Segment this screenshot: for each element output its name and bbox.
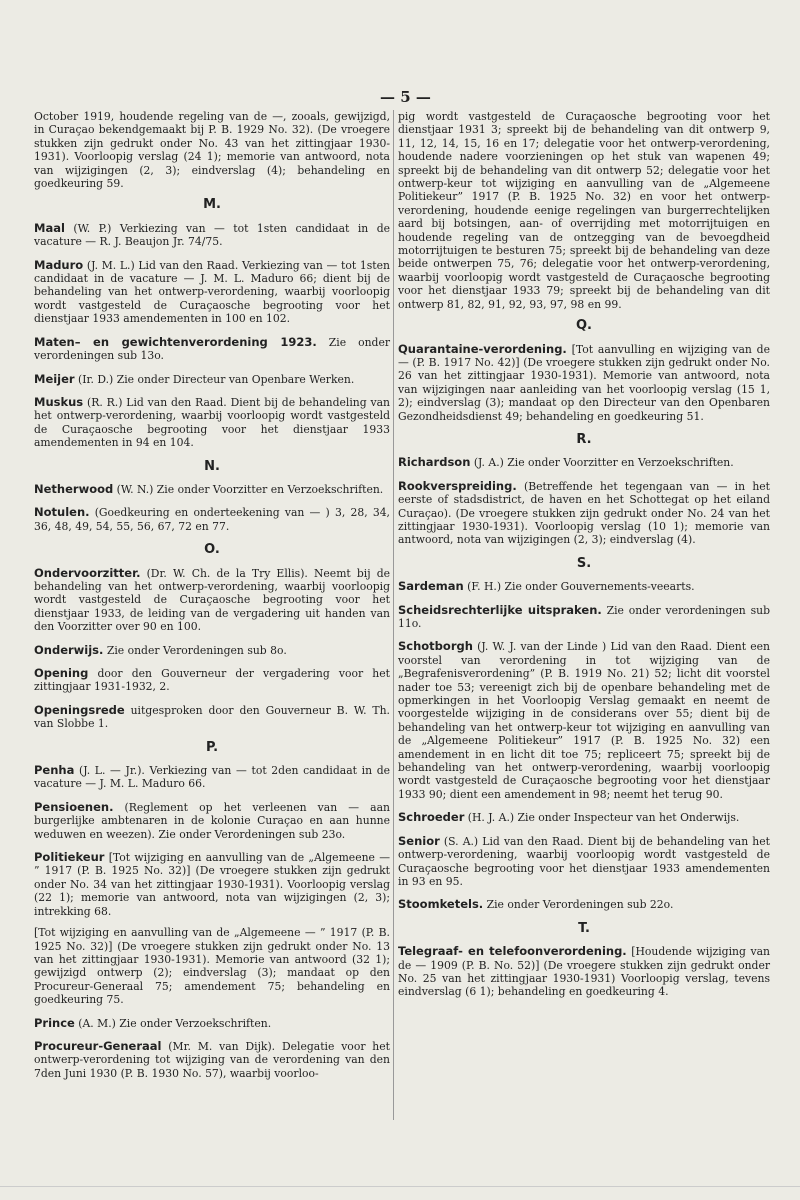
entry-stoomketels: Stoomketels. Zie onder Verordeningen sub 22o.: [398, 897, 674, 912]
entry-heading: Maal: [34, 220, 65, 235]
section-letter-s: S.: [576, 555, 592, 571]
entry-opening: Opening door den Gouverneur der vergadering voor het zittingjaar 1931-1932, 2.: [34, 666, 390, 694]
entry-richardson: Richardson (J. A.) Zie onder Voorzitter en Verzoekschriften.: [398, 455, 734, 470]
entry-sardeman: Sardeman (F. H.) Zie onder Gouvernements-veearts.: [398, 579, 695, 594]
entry-maal: Maal (W. P.) Verkiezing van — tot 1sten candidaat in de vacature — R. J. Beaujon Jr. 74/75.: [34, 220, 390, 249]
entry-penha: Penha (J. L. — Jr.). Verkiezing van — tot 2den candidaat in de vacature — J. M. L. Maduro 66.: [34, 763, 390, 791]
entry-heading: Netherwood: [34, 481, 114, 496]
entry-heading: Senior: [398, 833, 440, 848]
entry-netherwood: Netherwood (W. N.) Zie onder Voorzitter en Verzoekschriften.: [34, 481, 384, 496]
entry-scheidsrechterlijke: Scheidsrechterlijke uitspraken. Zie onder verordeningen sub 11o.: [398, 602, 770, 630]
entry-meijer: Meijer (Ir. D.) Zie onder Directeur van Openbare Werken.: [34, 371, 355, 386]
entry-telegraaf: Telegraaf- en telefoonverordening. [Houdende wijziging van de — 1909 (P. B. No. 52)] (De vroegere stukken zijn gedrukt onder No. 25 van het zittingjaar 1930-1931) Voorloopig verslag, tevens eindverslag (6 1); behandeling en goedkeuring 4.: [398, 944, 770, 999]
section-letter-q: Q.: [576, 318, 592, 334]
entry-schroeder: Schroeder (H. J. A.) Zie onder Inspecteur van het Onderwijs.: [398, 810, 740, 825]
entry-heading: Onderwijs.: [34, 642, 104, 657]
entry-procureur: Procureur-Generaal (Mr. M. van Dijk). Delegatie voor het ontwerp-verordening tot wijziging van de verordening van den 7den Juni 1930 (P. B. 1930 No. 57), waarbij voorloo-: [34, 1038, 390, 1080]
entry-maten: Maten– en gewichtenverordening 1923. Zie onder verordeningen sub 13o.: [34, 334, 391, 363]
entry-muskus: Muskus (R. R.) Lid van den Raad. Dient bij de behandeling van het ontwerp-verordening, waarbij voorloopig wordt vastgesteld de Curaçaosche begrooting voor het dienstjaar 1933 amendementen in 94 en 104.: [34, 394, 390, 450]
entry-maduro: Maduro (J. M. L.) Lid van den Raad. Verkiezing van — tot 1sten candidaat in de vacature — J. M. L. Maduro 66; dient bij de behandeling van het ontwerp-verordening, waarbij voorloopig wordt vastgesteld de Curaçaosche begrooting voor het dienstjaar 1933 amendementen in 100 en 102.: [34, 257, 390, 326]
left-column: [34, 110, 390, 1090]
entry-quarantaine: Quarantaine-verordening. [Tot aanvulling en wijziging van de — (P. B. 1917 No. 42)] (De vroegere stukken zijn gedrukt onder No. 26 van het zittingjaar 1930-1931). Memorie van antwoord, nota van wijzigingen naar aanleiding van het voorloopig verslag (15 1, 2); eindverslag (3); mandaat op den Directeur van den Openbaren Gezondheidsdienst 49; behandeling en goedkeuring 51.: [398, 341, 770, 423]
entry-politiekeur-2: [Tot wijziging en aanvulling van de „Algemeene — ” 1917 (P. B. 1925 No. 32)] (De vroegere stukken zijn gedrukt onder No. 13 van het zittingjaar 1930-1931). Memorie van antwoord (32 1); gewijzigd ontwerp (2); eindverslag (3); mandaat op den Procureur-Generaal 75; amendement 75; behandeling en goedkeuring 75.: [34, 926, 390, 1007]
entry-heading: Scheidsrechterlijke uitspraken.: [398, 602, 602, 617]
entry-heading: Notulen.: [34, 505, 90, 520]
column-divider: [393, 110, 394, 1120]
entry-schotborgh: Schotborgh (J. W. J. van der Linde ) Lid van den Raad. Dient een voorstel van verordening in tot wijziging van de „Begrafenisverordening” (P. B. 1919 No. 21) 52; licht dit voorstel nader toe 53; vereenigt zich bij de openbare behandeling met de opmerkingen in het Voorloopig Verslag gemaakt en neemt de voorgestelde wijziging in de considerans over 55; dient bij de behandeling van het ontwerp-keur tot wijziging en aanvulling van de „Algemeene Politiekeur” 1917 (P. B. 1925 No. 32) een amendement in en licht dit toe 75; repliceert 75; spreekt bij de behandeling van het ontwerp-verordening, waarbij voorloopig wordt vastgesteld de Curaçaosche begrooting voor het dienstjaar 1933 90; dient een amendement in 98; neemt het terug 90.: [398, 639, 770, 801]
section-letter-o: O.: [204, 542, 220, 558]
entry-heading: Penha: [34, 763, 75, 778]
entry-heading: Schroeder: [398, 810, 465, 825]
entry-pensioenen: Pensioenen. (Reglement op het verleenen van — aan burgerlijke ambtenaren in de kolonie Curaçao en aan hunne weduwen en weezen). Zie onder Verordeningen sub 23o.: [34, 799, 390, 841]
entry-heading: Muskus: [34, 394, 84, 409]
entry-heading: Schotborgh: [398, 639, 473, 654]
entry-heading: Procureur-Generaal: [34, 1038, 162, 1053]
entry-heading: Prince: [34, 1015, 75, 1030]
entry-onderwijs: Onderwijs. Zie onder Verordeningen sub 8o.: [34, 642, 287, 657]
entry-heading: Telegraaf- en telefoonverordening.: [398, 944, 627, 959]
entry-heading: Politiekeur: [34, 850, 105, 865]
entry-heading: Maduro: [34, 257, 84, 272]
entry-heading: Maten– en gewichtenverordening 1923.: [34, 334, 317, 349]
entry-heading: Quarantaine-verordening.: [398, 341, 567, 356]
entry-heading: Sardeman: [398, 579, 464, 594]
section-letter-n: N.: [204, 458, 220, 474]
entry-ondervoorzitter: Ondervoorzitter. (Dr. W. Ch. de la Try Ellis). Neemt bij de behandeling van het ontwerp-verordening, waarbij voorloopig wordt vastgesteld de Curaçaosche begrooting voor het dienstjaar 1933, de leiding van de vergadering uit handen van den Voorzitter over 90 en 100.: [34, 565, 390, 634]
section-letter-t: T.: [578, 920, 590, 936]
page-number: — 5 —: [380, 88, 431, 106]
entry-rookverspreiding: Rookverspreiding. (Betreffende het tegengaan van — in het eerste of stadsdistrict, de haven en het Schottegat op het eiland Curaçao). (De vroegere stukken zijn gedrukt onder No. 24 van het zittingjaar 1930-1931). Voorloopig verslag (10 1); memorie van antwoord, nota van wijzigingen (2, 3); eindverslag (4).: [398, 478, 770, 547]
entry-heading: Pensioenen.: [34, 799, 114, 814]
page-edge: [0, 1186, 800, 1187]
entry-heading: Rookverspreiding.: [398, 478, 517, 493]
entry-heading: Openingsrede: [34, 702, 125, 717]
entry-continuation: pig wordt vastgesteld de Curaçaosche begrooting voor het dienstjaar 1931 3; spreekt bij de behandeling van dit ontwerp 9, 11, 12, 14, 15, 16 en 17; delegatie voor het ontwerp-verordening, houdende nadere voorzieningen op het stuk van wapenen 49; spreekt bij de behandeling van dit ontwerp 52; delegatie voor het ontwerp-keur tot wijziging en aanvulling van de „Algemeene Politiekeur” 1917 (P. B. 1925 No. 32) en voor het ontwerp-verordening, houdende eenige regelingen van burgerrechtelijken aard bij botsingen, aan- of overrijding met motorrijtuigen en houdende regeling van de ontzegging van de bevoegdheid motorrijtuigen te besturen 75; spreekt bij de behandeling van deze beide ontwerpen 75, 76; delegatie voor het ontwerp-verordening, waarbij voorloopig wordt vastgesteld de Curaçaosche begrooting voor het dienstjaar 1933 79; spreekt bij de behandeling van dit ontwerp 81, 82, 91, 92, 93, 97, 98 en 99.: [398, 110, 770, 311]
entry-heading: Opening: [34, 666, 89, 680]
right-column: [398, 110, 770, 1009]
entry-notulen: Notulen. (Goedkeuring en onderteekening van — ) 3, 28, 34, 36, 48, 49, 54, 55, 56, 67, 72 en 77.: [34, 505, 390, 533]
entry-continuation: October 1919, houdende regeling van de —, zooals, gewijzigd, in Curaçao bekendgemaakt bij P. B. 1929 No. 32). (De vroegere stukken zijn gedrukt onder No. 43 van het zittingjaar 1930-1931). Voorloopig verslag (24 1); memorie van antwoord, nota van wijzigingen (2, 3); eindverslag (4); behandeling en goedkeuring 59.: [34, 110, 390, 191]
section-letter-r: R.: [576, 431, 592, 447]
entry-senior: Senior (S. A.) Lid van den Raad. Dient bij de behandeling van het ontwerp-verordening, waarbij voorloopig wordt vastgesteld de Curaçaosche begrooting voor het dienstjaar 1933 amendementen in 93 en 95.: [398, 833, 770, 888]
section-letter-p: P.: [205, 739, 219, 755]
entry-prince: Prince (A. M.) Zie onder Verzoekschriften.: [34, 1015, 272, 1030]
entry-heading: Meijer: [34, 371, 75, 386]
entry-heading: Richardson: [398, 455, 471, 470]
entry-heading: Stoomketels.: [398, 897, 484, 912]
entry-heading: Ondervoorzitter.: [34, 565, 141, 580]
entry-politiekeur: Politiekeur [Tot wijziging en aanvulling van de „Algemeene — ” 1917 (P. B. 1925 No. 32)] (De vroegere stukken zijn gedrukt onder No. 34 van het zittingjaar 1930-1931). Voorloopig verslag (22 1); memorie van antwoord, nota van wijzigingen (2, 3); intrekking 68.: [34, 850, 390, 918]
section-letter-m: M.: [203, 197, 221, 213]
entry-openingsrede: Openingsrede uitgesproken door den Gouverneur B. W. Th. van Slobbe 1.: [34, 702, 390, 731]
